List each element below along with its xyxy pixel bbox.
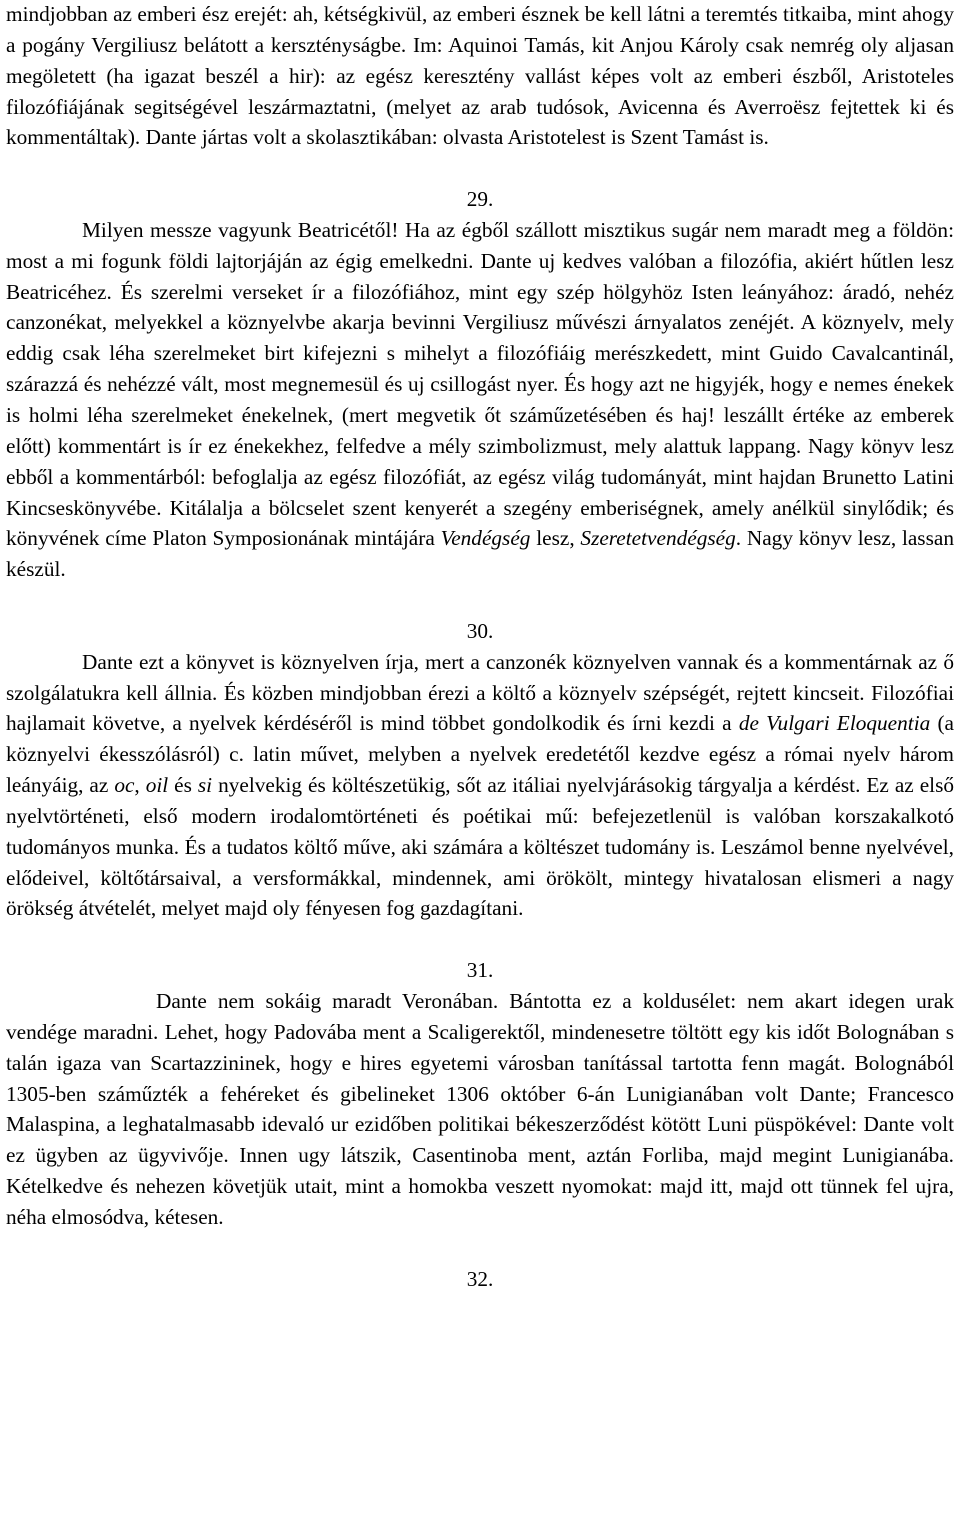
section-number-29: 29. [466, 187, 494, 212]
italic-word-oil: oil [145, 773, 169, 798]
section-gap [6, 1233, 954, 1264]
section-gap [6, 585, 954, 616]
document-page [6, 0, 954, 1294]
paragraph-section-30 [6, 647, 954, 925]
paragraph-section-29 [6, 215, 954, 585]
text-run: (a köznyelvi ékesszólásról) c. latin művet, melyben a nyelvek eredetétől kezdve egész a római nyelv három leányáig, az [6, 711, 955, 798]
text-run: , [134, 773, 146, 798]
text-run: nyelvekig és költészetükig, sőt az itáliai nyelvjárásokig tárgyalja a kérdést. Ez az első nyelvtörténeti, első modern irodalomtörténeti és poétikai mű: befejezetlenül is valóban korszakalkotó tudományos munka. És a tudatos költő műve, aki számára a költészet tudomány is. Leszámol benne nyelvével, elődeivel, költőtársaival, a versformákkal, mindennek, ami örökölt, mintegy hivatalosan elismeri a nagy örökség átvételét, melyet majd oly fényesen fog gazdagítani. [6, 773, 954, 921]
text-run: Dante ezt a könyvet is köznyelven írja, mert a canzonék köznyelven vannak és a kommentárnak az ő szolgálatukra kell állnia. És közben mindjobban érezi a költő a köznyelv szépségét, rejtett kincseit. Filozófiai hajlamait követve, a nyelvek kérdéséről is mind többet gondolkodik és írni kezdi a [6, 649, 954, 736]
italic-word-si: si [197, 773, 213, 798]
text-run: lesz, [530, 526, 581, 551]
section-gap [6, 153, 954, 184]
italic-word-oc: oc [114, 773, 135, 798]
text-run: . Nagy könyv lesz, lassan készül. [6, 526, 954, 582]
italic-title-vendegseg: Vendégség [440, 526, 531, 551]
paragraph-intro: mindjobban az emberi ész erejét: ah, kétségkivül, az emberi észnek be kell látni a teremtés titkaiba, mint ahogy a pogány Vergiliusz belátott a kersztényságbe. Im: Aquinoi Tamás, kit Anjou Károly csak nemrég oly aljasan megöletett (ha igazat beszél a hir): az egész keresztény vallást képes volt az emberi észből, Aristoteles filozófiájának segitségével leszármaztatni, (melyet az arab tudósok, Avicenna és Averroësz fejtettek ki és kommentáltak). Dante jártas volt a skolasztikában: olvasta Aristotelest is Szent Tamást is. [6, 2, 954, 150]
section-gap [6, 924, 954, 955]
italic-title-de-vulgari-eloquentia: de Vulgari Eloquentia [738, 711, 931, 736]
section-number-31: 31. [466, 958, 494, 983]
section-number-30: 30. [466, 618, 494, 643]
text-run: és [168, 773, 198, 798]
text-run: Milyen messze vagyunk Beatricétől! Ha az égből szállott misztikus sugár nem maradt meg a földön: most a mi fogunk földi lajtorjáján az égig emelkedni. Dante uj kedves valóban a filozófia, akiért hűtlen lesz Beatricéhez. És szerelmi verseket ír a filozófiához, mint egy szép hölgyhöz Isten leányához: áradó, nehéz canzonékat, melyekkel a köznyelvbe akarja bevinni Vergiliusz művészi árnyalatos zenéjét. A köznyelv, mely eddig csak léha szerelmeket birt kifejezni s mihelyt a filozófiáig merészkedett, mint Guido Cavalcantinál, szárazzá és nehézzé vált, most megnemesül és uj csillogást nyer. És hogy azt ne higyjék, hogy e nemes énekek is holmi léha szerelmeket énekelnek, (mert megvetik őt száműzetésében és haj! leszállt értéke az emberek előtt) kommentárt is ír ez énekekhez, felfedve a mély szimbolizmust, mely alattuk lappang. Nagy könyv lesz ebből a kommentárból: befoglalja az egész filozófiát, az egész világ tudományát, mint hajdan Brunetto Latini Kincseskönyvébe. Kitálalja a bölcselet szent kenyerét a szegény emberiségnek, amely anélkül sinylődik; és könyvének címe Platon Symposionának mintájára [6, 217, 954, 551]
paragraph-section-31: Dante nem sokáig maradt Veronában. Bántotta ez a koldusélet: nem akart idegen urak vendége maradni. Lehet, hogy Padovába ment a Scaligerektől, mindenesetre töltött egy kis időt Bolognában s talán igaza van Scartazzininek, hogy e hires egyetemi városban tanítással tartotta fenn magát. Bolognából 1305-ben száműzték a fehéreket és gibelineket 1306 október 6-án Lunigianában volt Dante; Francesco Malaspina, a leghatalmasabb idevaló ur ezidőben politikai békeszerződést kötött Luni püspökével: Dante volt ez ügyben az ügyvivője. Innen ugy látszik, Casentinoba ment, aztán Forliba, majd megint Lunigianába. Kételkedve és nehezen követjük utait, mint a homokba veszett nyomokat: majd itt, majd ott tünnek fel ujra, néha elmosódva, kétesen. [6, 989, 954, 1229]
italic-title-szeretetvendegseg: Szeretetvendégség [580, 526, 736, 551]
section-number-32: 32. [466, 1266, 494, 1291]
